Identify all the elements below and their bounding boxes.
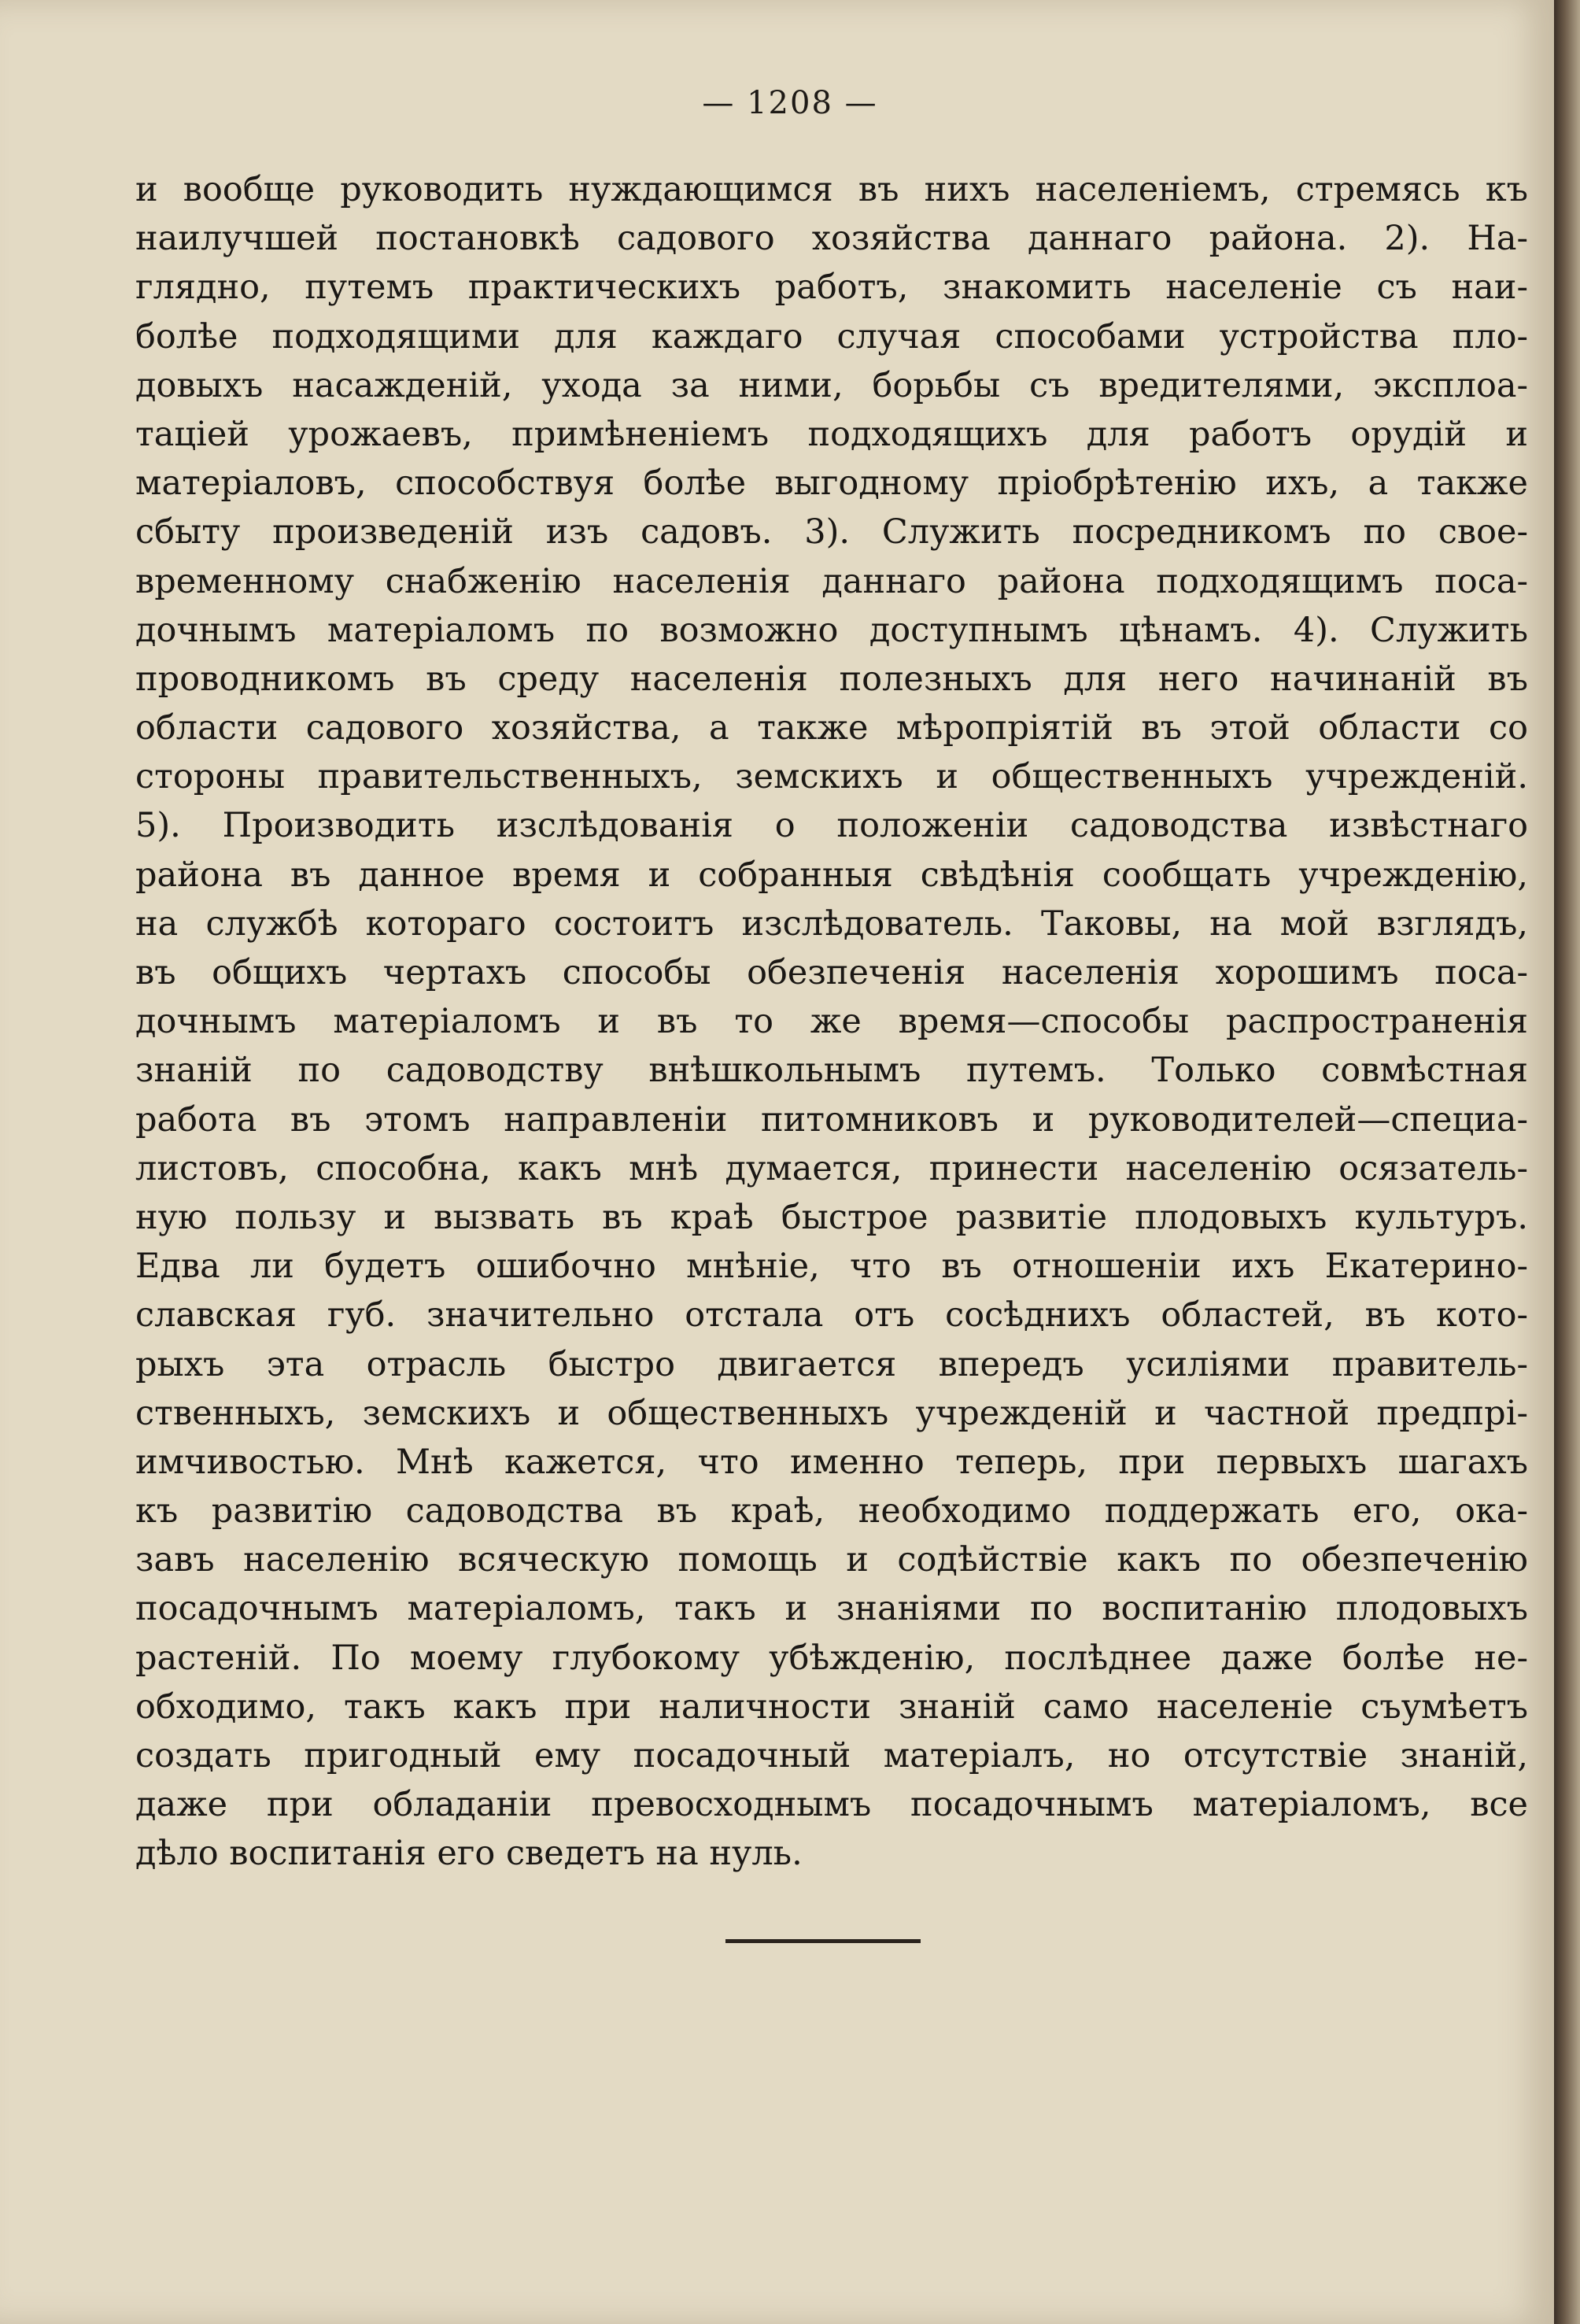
page-edge [1554, 0, 1580, 2324]
text-line: наилучшей постановкѣ садового хозяйства даннаго района. 2). На- [135, 219, 1528, 259]
text-line: обходимо, такъ какъ при наличности знанiй само населенiе съумѣетъ [135, 1687, 1528, 1727]
text-line: довыхъ насажденiй, ухода за ними, борьбы съ вредителями, эксплоа- [135, 365, 1528, 405]
text-line: рыхъ эта отрасль быстро двигается впередъ усилiями правитель- [135, 1344, 1528, 1384]
text-line: на службѣ котораго состоитъ изслѣдователь. Таковы, на мой взглядъ, [135, 903, 1528, 944]
page-number: — 1208 — [702, 85, 878, 121]
text-line: дочнымъ матерiаломъ и въ то же время—способы распространенiя [135, 1002, 1528, 1042]
text-line: стороны правительственныхъ, земскихъ и общественныхъ учрежденiй. [135, 757, 1528, 797]
text-line: проводникомъ въ среду населенiя полезныхъ для него начинанiй въ [135, 659, 1528, 699]
text-line: къ развитiю садоводства въ краѣ, необходимо поддержать его, ока- [135, 1491, 1528, 1531]
text-line: дочнымъ матерiаломъ по возможно доступнымъ цѣнамъ. 4). Служить [135, 610, 1528, 650]
text-line: Едва ли будетъ ошибочно мнѣнiе, что въ отношенiи ихъ Екатерино- [135, 1247, 1528, 1287]
body-text [135, 165, 1528, 1879]
text-line: имчивостью. Мнѣ кажется, что именно теперь, при первыхъ шагахъ [135, 1442, 1528, 1482]
text-line: и вообще руководить нуждающимся въ нихъ населенiемъ, стремясь къ [135, 170, 1528, 209]
text-line: района въ данное время и собранныя свѣдѣнiя сообщать учрежденiю, [135, 855, 1528, 895]
text-line: 5). Производить изслѣдованiя о положенiи садоводства извѣстнаго [135, 806, 1528, 846]
text-line: ную пользу и вызвать въ краѣ быстрое развитiе плодовыхъ культуръ. [135, 1197, 1528, 1237]
text-line: тацiей урожаевъ, примѣненiемъ подходящихъ для работъ орудiй и [135, 414, 1528, 454]
end-rule [725, 1939, 921, 1943]
text-line: создать пригодный ему посадочный матерiалъ, но отсутствiе знанiй, [135, 1736, 1528, 1775]
text-line: завъ населенiю всяческую помощь и содѣйствiе какъ по обезпеченiю [135, 1540, 1528, 1580]
text-line: дѣло воспитанiя его сведетъ на нуль. [135, 1834, 803, 1874]
text-line: въ общихъ чертахъ способы обезпеченiя населенiя хорошимъ поса- [135, 953, 1528, 992]
text-line: матерiаловъ, способствуя болѣе выгодному прiобрѣтенiю ихъ, а также [135, 464, 1528, 504]
text-line: работа въ этомъ направленiи питомниковъ и руководителей—специа- [135, 1099, 1528, 1140]
text-line: глядно, путемъ практическихъ работъ, знакомить населенiе съ наи- [135, 268, 1528, 308]
text-line: болѣе подходящими для каждаго случая способами устройства пло- [135, 316, 1528, 357]
text-line: славская губ. значительно отстала отъ сосѣднихъ областей, въ кото- [135, 1295, 1528, 1336]
text-line: растенiй. По моему глубокому убѣжденiю, послѣднее даже болѣе не- [135, 1638, 1528, 1678]
text-line: листовъ, способна, какъ мнѣ думается, принести населенiю осязатель- [135, 1148, 1528, 1188]
text-line: области садового хозяйства, а также мѣропрiятiй въ этой области со [135, 708, 1528, 748]
text-line: знанiй по садоводству внѣшкольнымъ путемъ. Только совмѣстная [135, 1051, 1528, 1091]
text-line: даже при обладанiи превосходнымъ посадочнымъ матерiаломъ, все [135, 1785, 1528, 1825]
text-line: сбыту произведенiй изъ садовъ. 3). Служить посредникомъ по свое- [135, 512, 1528, 552]
text-line: ственныхъ, земскихъ и общественныхъ учрежденiй и частной предпрi- [135, 1393, 1528, 1433]
text-line: временному снабженiю населенiя даннаго района подходящимъ поса- [135, 561, 1528, 601]
text-line: посадочнымъ матерiаломъ, такъ и знанiями по воспитанiю плодовыхъ [135, 1589, 1528, 1629]
